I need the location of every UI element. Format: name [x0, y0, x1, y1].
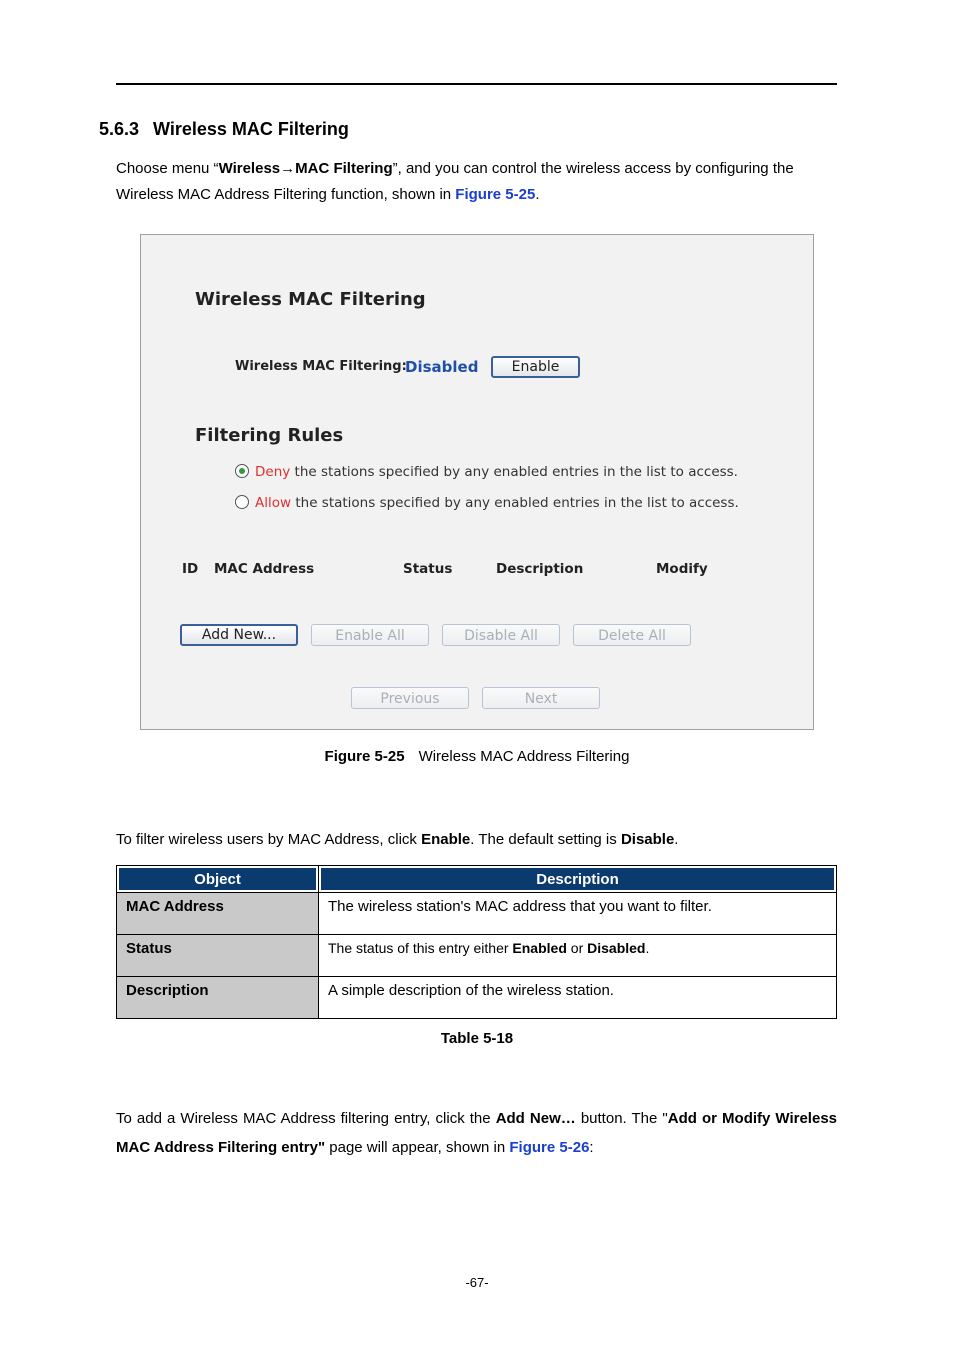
- column-modify: Modify: [656, 561, 708, 577]
- table-header-row: [117, 866, 837, 893]
- table-cell-object: MAC Address: [117, 893, 319, 935]
- cell-text: or: [566, 940, 588, 956]
- deny-word: Deny: [255, 464, 291, 480]
- para-text: To filter wireless users by MAC Address, click: [116, 831, 422, 848]
- cell-bold: Enabled: [512, 940, 567, 956]
- para-bold: Enable: [421, 831, 471, 848]
- enable-button[interactable]: Enable: [491, 356, 580, 378]
- disable-all-button[interactable]: Disable All: [442, 624, 560, 646]
- table-row: [117, 893, 837, 935]
- radio-checked-icon[interactable]: [235, 464, 249, 478]
- table-cell-description: A simple description of the wireless station.: [319, 977, 837, 1019]
- intro-paragraph: [116, 156, 837, 208]
- figure-caption-text: Wireless MAC Address Filtering: [418, 748, 630, 765]
- deny-option[interactable]: [235, 464, 738, 480]
- page-number: -67-: [465, 1275, 489, 1290]
- para-bold: Add New…: [495, 1110, 576, 1127]
- table-caption: Table 5-18: [440, 1030, 514, 1047]
- column-description: Description: [496, 561, 584, 577]
- filter-status: Disabled: [405, 358, 479, 376]
- intro-text: .: [535, 186, 540, 203]
- figure-heading: Wireless MAC Filtering: [195, 289, 426, 310]
- table-row: [117, 977, 837, 1019]
- allow-word: Allow: [255, 495, 292, 511]
- object-description-table: [116, 865, 837, 1019]
- add-new-button[interactable]: Add New...: [180, 624, 298, 646]
- para-text: . The default setting is: [470, 831, 621, 848]
- figure-caption: [0, 748, 954, 765]
- radio-unchecked-icon[interactable]: [235, 495, 249, 509]
- para-bold: Disable: [620, 831, 675, 848]
- filter-label: Wireless MAC Filtering:: [235, 359, 407, 374]
- allow-text: the stations specified by any enabled entries in the list to access.: [291, 495, 739, 511]
- next-button[interactable]: Next: [482, 687, 600, 709]
- para-text: .: [674, 831, 679, 848]
- section-heading: [99, 119, 349, 140]
- deny-text: the stations specified by any enabled entries in the list to access.: [290, 464, 738, 480]
- enable-all-button[interactable]: Enable All: [311, 624, 429, 646]
- intro-text: ”, and you can control the wireless access by configuring the Wireless MAC Address Filtering function, shown in: [116, 160, 794, 203]
- table-cell-description: [319, 935, 837, 977]
- table-cell-object: Description: [117, 977, 319, 1019]
- para-text: :: [589, 1139, 594, 1156]
- figure-caption-label: Figure 5-25: [324, 748, 405, 765]
- section-title: Wireless MAC Filtering: [153, 119, 349, 139]
- figure-link[interactable]: Figure 5-26: [509, 1139, 590, 1156]
- cell-text: The status of this entry either: [328, 940, 513, 956]
- header-rule: [116, 83, 837, 85]
- cell-bold: Disabled: [587, 940, 646, 956]
- table-cell-description: The wireless station's MAC address that you want to filter.: [319, 893, 837, 935]
- para-text: button. The ": [575, 1110, 668, 1127]
- table-cell-object: Status: [117, 935, 319, 977]
- column-status: Status: [403, 561, 453, 577]
- allow-option[interactable]: [235, 495, 739, 511]
- column-id: ID: [182, 561, 199, 577]
- router-screenshot-figure: [140, 234, 814, 730]
- menu-path: Wireless→MAC Filtering: [218, 160, 393, 177]
- figure-link[interactable]: Figure 5-25: [455, 186, 536, 203]
- para-bold: Add or Modify Wireless MAC Address Filtering entry": [116, 1110, 837, 1156]
- previous-button[interactable]: Previous: [351, 687, 469, 709]
- column-mac-address: MAC Address: [214, 561, 315, 577]
- rules-heading: Filtering Rules: [195, 425, 344, 446]
- table-header: Object: [117, 866, 319, 893]
- table-row: [117, 935, 837, 977]
- section-number: 5.6.3: [99, 119, 140, 139]
- enable-paragraph: [116, 827, 837, 853]
- table-header: Description: [319, 866, 837, 893]
- para-text: page will appear, shown in: [325, 1139, 510, 1156]
- delete-all-button[interactable]: Delete All: [573, 624, 691, 646]
- cell-text: .: [645, 940, 650, 956]
- para-text: To add a Wireless MAC Address filtering entry, click the: [116, 1110, 496, 1127]
- add-entry-paragraph: [116, 1104, 837, 1162]
- intro-text: Choose menu “: [116, 160, 219, 177]
